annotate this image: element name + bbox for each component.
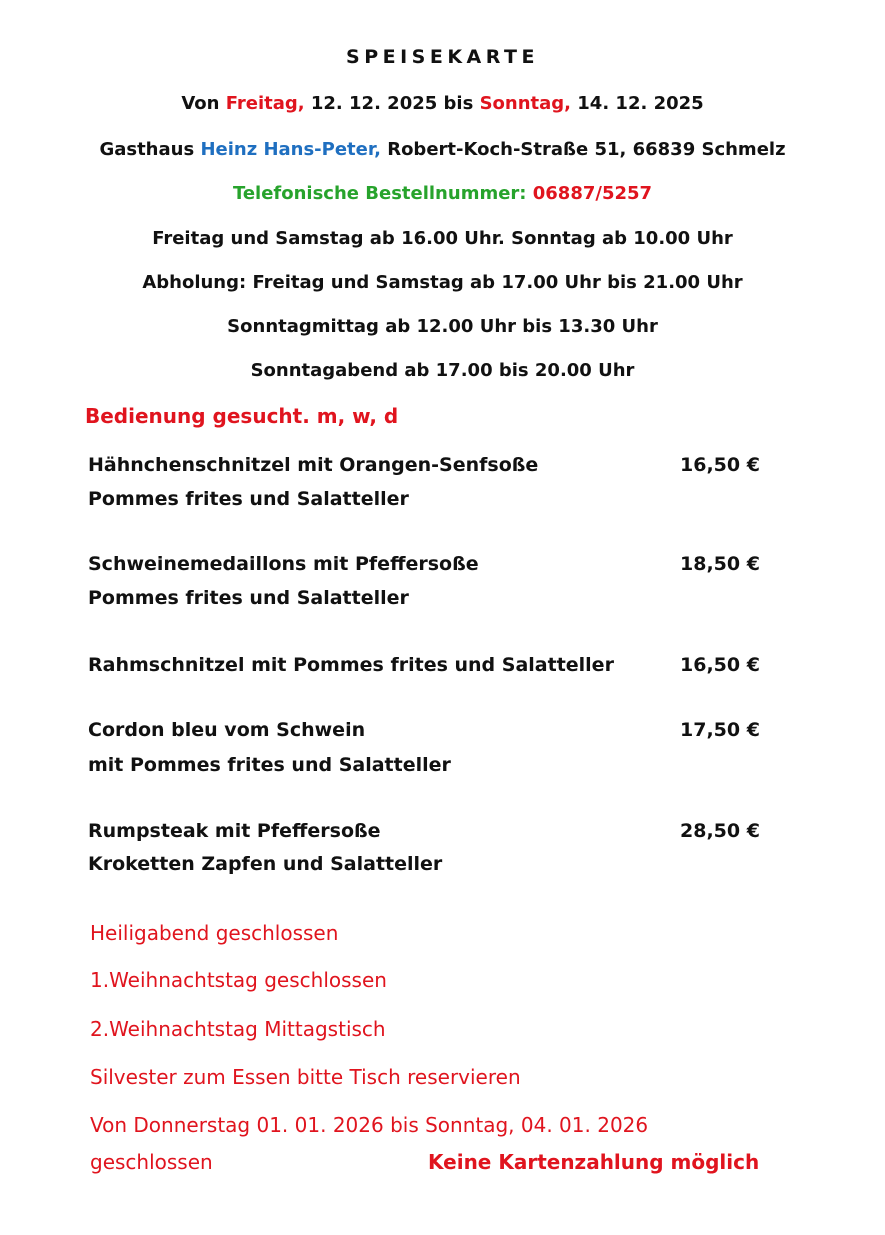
page-title: SPEISEKARTE xyxy=(346,46,539,68)
hours-line: Abholung: Freitag und Samstag ab 17.00 Uhr bis 21.00 Uhr xyxy=(142,272,743,293)
date-from-day: Freitag, xyxy=(225,93,305,114)
menu-item-name: Schweinemedaillons mit Pfeffersoße xyxy=(88,553,479,575)
menu-item-name: Hähnchenschnitzel mit Orangen-Senfsoße xyxy=(88,454,539,476)
date-to-day: Sonntag, xyxy=(479,93,572,114)
menu-item-price: 16,50 € xyxy=(680,654,760,676)
hours-line: Sonntagabend ab 17.00 bis 20.00 Uhr xyxy=(250,360,635,381)
menu-item-price: 28,50 € xyxy=(680,820,760,842)
menu-item-name: Cordon bleu vom Schwein xyxy=(88,719,366,741)
menu-item-price: 18,50 € xyxy=(680,553,760,575)
restaurant-address: Robert-Koch-Straße 51, 66839 Schmelz xyxy=(380,139,786,160)
menu-item-side: Pommes frites und Salatteller xyxy=(88,587,409,609)
closure-note: Silvester zum Essen bitte Tisch reservieren xyxy=(90,1065,521,1089)
menu-item-name: Rumpsteak mit Pfeffersoße xyxy=(88,820,381,842)
date-to: 14. 12. 2025 xyxy=(571,93,704,114)
closure-note: 2.Weihnachtstag Mittagstisch xyxy=(90,1017,386,1041)
phone-label: Telefonische Bestellnummer: xyxy=(232,183,533,204)
date-range xyxy=(0,93,885,114)
closure-note-closed: geschlossen xyxy=(90,1150,213,1174)
menu-item-price: 17,50 € xyxy=(680,719,760,741)
date-prefix: Von xyxy=(181,93,226,114)
menu-item-price: 16,50 € xyxy=(680,454,760,476)
menu-item-name: Rahmschnitzel mit Pommes frites und Salatteller xyxy=(88,654,614,676)
restaurant-line xyxy=(0,139,885,160)
phone-number: 06887/5257 xyxy=(532,183,653,204)
date-from: 12. 12. 2025 bis xyxy=(304,93,480,114)
hours-line: Sonntagmittag ab 12.00 Uhr bis 13.30 Uhr xyxy=(227,316,658,337)
phone-line xyxy=(0,183,885,204)
menu-item-side: Kroketten Zapfen und Salatteller xyxy=(88,853,443,875)
closure-note: 1.Weihnachtstag geschlossen xyxy=(90,968,387,992)
no-card-payment: Keine Kartenzahlung möglich xyxy=(428,1150,760,1174)
restaurant-name: Heinz Hans-Peter, xyxy=(200,139,381,160)
menu-item-side: mit Pommes frites und Salatteller xyxy=(88,754,451,776)
restaurant-prefix: Gasthaus xyxy=(99,139,201,160)
menu-item-side: Pommes frites und Salatteller xyxy=(88,488,409,510)
hours-line: Freitag und Samstag ab 16.00 Uhr. Sonntag ab 10.00 Uhr xyxy=(152,228,733,249)
closure-note: Von Donnerstag 01. 01. 2026 bis Sonntag, 04. 01. 2026 xyxy=(90,1113,649,1137)
closure-note: Heiligabend geschlossen xyxy=(90,921,339,945)
staff-notice: Bedienung gesucht. m, w, d xyxy=(85,404,399,428)
